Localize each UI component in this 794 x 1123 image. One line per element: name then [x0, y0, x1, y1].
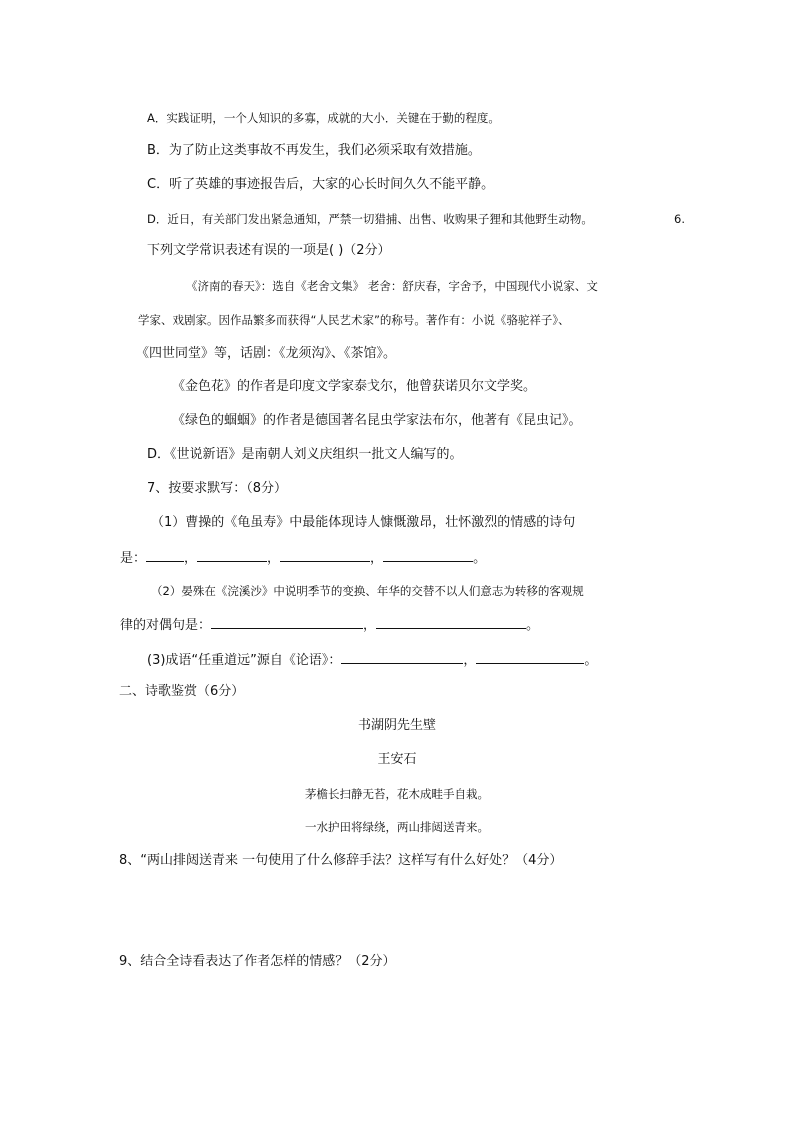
period: 。: [473, 551, 487, 566]
q7-sub1-answer-row: [120, 548, 486, 568]
q7-sub2-prefix: 律的对偶句是：: [120, 618, 212, 633]
q7-sub1-prompt: （1）曹操的《龟虽寿》中最能体现诗人慷慨激昂，壮怀激烈的情感的诗句: [151, 515, 576, 530]
poem-author: 王安石: [377, 752, 417, 767]
q6-option-c: 《绿色的蝈蝈》的作者是德国著名昆虫学家法布尔，他著有《昆虫记》。: [172, 413, 582, 428]
q6-option-b: 《金色花》的作者是印度文学家泰戈尔，他曾获诺贝尔文学奖。: [172, 379, 537, 394]
comma: ，: [267, 551, 281, 566]
q7-stem: 7、按要求默写：（8分）: [147, 481, 288, 496]
q5-option-c: C．听了英雄的事迹报告后，大家的心长时间久久不能平静。: [147, 177, 495, 192]
answer-blank[interactable]: [383, 548, 473, 562]
q7-sub3-prefix: (3)成语“任重道远”源自《论语》：: [147, 653, 342, 668]
q6-number: 6.: [674, 212, 685, 226]
answer-blank[interactable]: [280, 548, 370, 562]
section-heading: 二、诗歌鉴赏（6分）: [119, 684, 245, 699]
answer-blank[interactable]: [341, 650, 463, 664]
q6-option-d: D．《世说新语》是南朝人刘义庆组织一批文人编写的。: [147, 447, 463, 462]
q6-stem: 下列文学常识表述有误的一项是( )（2分）: [147, 243, 391, 258]
poem-line-1: 茅檐长扫静无苔，花木成畦手自栽。: [305, 787, 489, 801]
q5-option-d: D．近日，有关部门发出紧急通知，严禁一切猎捕、出售、收购果子狸和其他野生动物。: [147, 212, 593, 226]
answer-blank[interactable]: [146, 548, 184, 562]
q6-option-a-line2: 学家、戏剧家。因作品繁多而获得“人民艺术家”的称号。著作有：小说《骆驼祥子》、: [138, 313, 570, 327]
q7-sub2-prompt: （2）晏殊在《浣溪沙》中说明季节的变换、年华的交替不以人们意志为转移的客观规: [151, 584, 584, 598]
q6-option-a-line3: 《四世同堂》等，话剧：《龙须沟》、《茶馆》。: [136, 346, 397, 361]
q7-sub3-row: [147, 650, 597, 670]
q6-option-a-line1: 《济南的春天》：选自《老舍文集》 老舍：舒庆春，字舍予，中国现代小说家、文: [186, 279, 598, 293]
q7-sub2-answer-row: [120, 615, 539, 635]
poem-title: 书湖阴先生壁: [357, 718, 436, 733]
answer-blank[interactable]: [197, 548, 267, 562]
comma: ，: [370, 551, 384, 566]
comma: ，: [184, 551, 198, 566]
period: 。: [584, 653, 598, 668]
q5-option-b: B．为了防止这类事故不再发生，我们必须采取有效措施。: [147, 143, 481, 158]
period: 。: [526, 618, 540, 633]
comma: ，: [363, 618, 377, 633]
q5-option-a: A．实践证明，一个人知识的多寡，成就的大小．关键在于勤的程度。: [147, 111, 500, 125]
question-9: 9、结合全诗看表达了作者怎样的情感？（2分）: [119, 954, 396, 969]
poem-line-2: 一水护田将绿绕，两山排闼送青来。: [305, 820, 489, 834]
q7-sub1-prefix: 是：: [120, 551, 147, 566]
comma: ，: [463, 653, 477, 668]
answer-blank[interactable]: [376, 615, 526, 629]
answer-blank[interactable]: [476, 650, 584, 664]
question-8: 8、“两山排闼送青来 一句使用了什么修辞手法？这样写有什么好处？（4分）: [119, 853, 563, 868]
answer-blank[interactable]: [211, 615, 363, 629]
